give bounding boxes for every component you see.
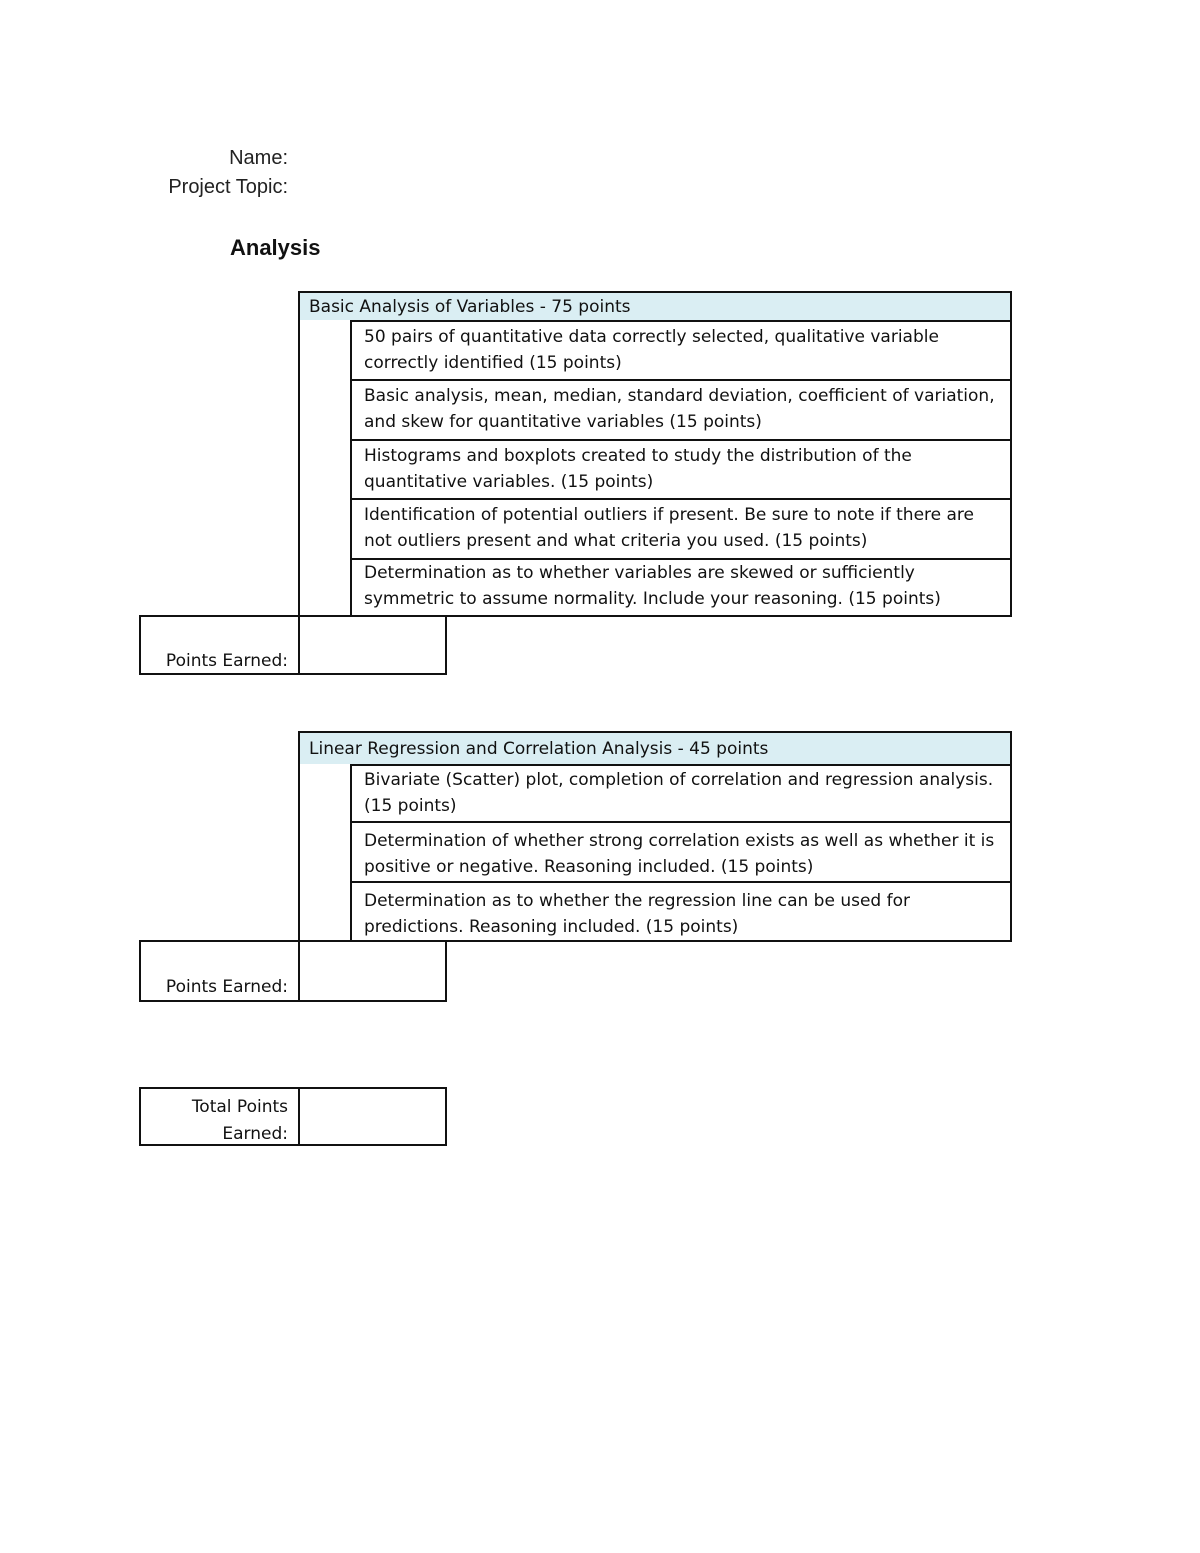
rubric-item-basic-3: Histograms and boxplots created to study the distribution of the quantitative variables. (15 points): [350, 439, 1012, 500]
points-earned-input-basic[interactable]: [298, 615, 447, 675]
rubric-item-regression-3: Determination as to whether the regression line can be used for predictions. Reasoning included. (15 points): [350, 881, 1012, 942]
score-cell-basic-5[interactable]: [298, 558, 352, 617]
score-cell-basic-3[interactable]: [298, 439, 352, 500]
total-points-label-line1: Total Points: [191, 1097, 288, 1117]
rubric-item-regression-2: Determination of whether strong correlation exists as well as whether it is positive or negative. Reasoning included. (15 points): [350, 821, 1012, 883]
section-header-linear-regression: Linear Regression and Correlation Analysis - 45 points: [298, 731, 1012, 766]
points-earned-label-regression: Points Earned:: [139, 940, 300, 1002]
total-points-label: [139, 1087, 300, 1146]
rubric-item-basic-2: Basic analysis, mean, median, standard deviation, coefficient of variation, and skew for quantitative variables (15 points): [350, 379, 1012, 441]
points-earned-label-basic: Points Earned:: [139, 615, 300, 675]
score-cell-basic-2[interactable]: [298, 379, 352, 441]
score-cell-regression-1[interactable]: [298, 764, 352, 823]
score-cell-basic-4[interactable]: [298, 498, 352, 560]
score-cell-basic-1[interactable]: [298, 320, 352, 381]
page-title: Analysis: [230, 235, 321, 260]
name-label: Name:: [229, 147, 288, 169]
points-earned-input-regression[interactable]: [298, 940, 447, 1002]
project-topic-label: Project Topic:: [168, 176, 288, 198]
rubric-item-basic-5: Determination as to whether variables are skewed or sufficiently symmetric to assume normality. Include your reasoning. (15 points): [350, 558, 1012, 617]
score-cell-regression-3[interactable]: [298, 881, 352, 942]
section-header-basic-analysis: Basic Analysis of Variables - 75 points: [298, 291, 1012, 322]
total-points-label-line2: Earned:: [222, 1124, 288, 1144]
rubric-item-basic-4: Identification of potential outliers if present. Be sure to note if there are not outliers present and what criteria you used. (15 points): [350, 498, 1012, 560]
rubric-item-basic-1: 50 pairs of quantitative data correctly selected, qualitative variable correctly identified (15 points): [350, 320, 1012, 381]
score-cell-regression-2[interactable]: [298, 821, 352, 883]
total-points-input[interactable]: [298, 1087, 447, 1146]
rubric-item-regression-1: Bivariate (Scatter) plot, completion of correlation and regression analysis. (15 points): [350, 764, 1012, 823]
